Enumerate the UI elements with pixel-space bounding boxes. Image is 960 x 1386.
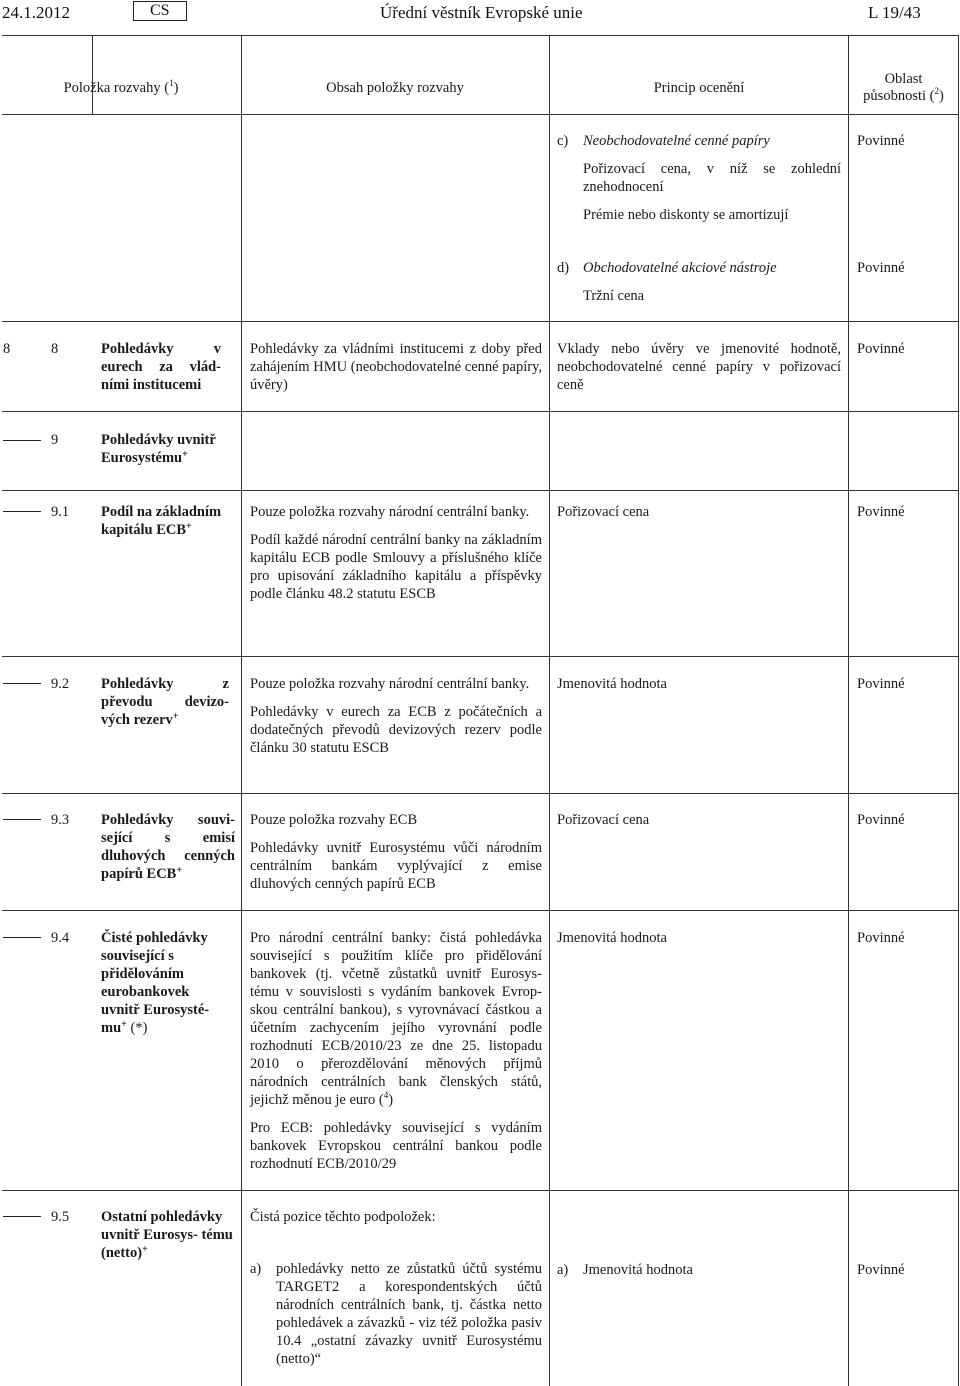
row-9-1-content: Pouze položka rozvahy národní centrální banky. Podíl každé národní centrální banky na základním kapitálu ECB podle Smlouvy a příslušného klíče pro upisování základního kapitálu a příspěvky podle článku 48.2 statutu ESCB: [250, 504, 542, 602]
row-9-5-content: Čistá pozice těchto podpoložek: a) pohledávky netto ze zůstatků účtů systému TARGET2 a korespondentských účtů národních centrálních bank, tj. částka netto pohledávek a závazků - viz též položka pasiv 10.4 „ostatní závazky uvnitř Eurosystému (netto)“: [250, 1209, 542, 1367]
row-9-4-number: 9.4: [51, 930, 70, 946]
row-9-3-title: Pohledávky souvi- sející s emisí dluhových cenných papírů ECB+: [101, 812, 235, 882]
row-9-3-scope: Povinné: [857, 812, 905, 828]
language-badge: CS: [133, 1, 187, 21]
row-9-4-title: Čisté pohledávky související s přidělováním eurobankovek uvnitř Eurosysté- mu+ (*): [101, 930, 210, 1036]
row-8-title: Pohledávky v eurech za vlád- ními institucemi: [101, 341, 221, 393]
row-9-3-dash: [3, 819, 41, 820]
row-9-number: 9: [51, 432, 59, 448]
page-number: L 19/43: [868, 3, 921, 22]
row-d-label: d): [557, 260, 570, 276]
row-9-2-valuation: Jmenovitá hodnota: [557, 676, 667, 692]
row-9-dash: [3, 440, 41, 441]
row-9-1-scope: Povinné: [857, 504, 905, 520]
row-9-2-dash: [3, 683, 41, 684]
row-d-scope: Povinné: [857, 260, 905, 276]
journal-title: Úřední věstník Evropské unie: [380, 3, 583, 22]
row-9-3-content: Pouze položka rozvahy ECB Pohledávky uvnitř Eurosystému vůči národním centrálním bankám vyplývající z emise dluhových cenných papírů ECB: [250, 812, 542, 892]
header-date: 24.1.2012: [2, 3, 70, 22]
row-9-3-valuation: Pořizovací cena: [557, 812, 650, 828]
row-8-number-a: 8: [3, 341, 11, 357]
row-9-1-title: Podíl na základním kapitálu ECB+: [101, 504, 222, 538]
col-header-valuation: Princip ocenění: [653, 80, 745, 96]
row-9-2-title: Pohledávky z převodu devizo- vých rezerv+: [101, 676, 229, 728]
row-9-4-valuation: Jmenovitá hodnota: [557, 930, 667, 946]
row-8-valuation: Vklady nebo úvěry ve jmenovité hodnotě, neobchodovatelné cenné papíry v pořizovací ceně: [557, 341, 841, 393]
row-9-5-dash: [3, 1216, 41, 1217]
row-9-5-valuation: a) Jmenovitá hodnota: [557, 1262, 693, 1278]
row-9-4-scope: Povinné: [857, 930, 905, 946]
col-header-content: Obsah položky rozvahy: [326, 80, 464, 96]
row-d-valuation: Obchodovatelné akciové nástroje Tržní cena: [583, 260, 777, 304]
row-9-title: Pohledávky uvnitř Eurosystému+: [101, 432, 216, 466]
row-9-5-number: 9.5: [51, 1209, 70, 1225]
col-header-scope: Oblast působnosti ($^2$): [863, 71, 944, 104]
col-header-item: Položka rozvahy ($^1$): [63, 78, 179, 96]
row-9-1-valuation: Pořizovací cena: [557, 504, 650, 520]
row-9-4-content: Pro národní centrální banky: čistá pohledávka související s použitím klíče pro přidělování bankovek (tj. včetně zůstatků uvnitř Eurosys- tému v souvislosti s vydáním bankovek Evrop- skou centrální bankou), s vyrovnávací částkou a účetním zachycením jejího vyrovnání podle rozhodnutí ECB/2010/23 ze dne 25. listopadu 2010 o přerozdělování měnových příjmů národních centrálních bank členských států, jejichž měnou je euro ($^4$) Pro ECB: pohledávky související s vydáním bankovek Evropskou centrální bankou podle rozhodnutí ECB/2010/29: [250, 930, 542, 1172]
row-9-3-number: 9.3: [51, 812, 70, 828]
row-8-scope: Povinné: [857, 341, 905, 357]
row-8-content: Pohledávky za vládními institucemi z doby před zahájením HMU (neobchodovatelné cenné papíry, úvěry): [250, 341, 542, 393]
row-9-2-scope: Povinné: [857, 676, 905, 692]
row-c-valuation: Neobchodovatelné cenné papíry Pořizovací cena, v níž se zohlední znehodnocení Prémie nebo diskonty se amortizují: [583, 133, 841, 223]
row-9-1-dash: [3, 511, 41, 512]
row-9-1-number: 9.1: [51, 504, 70, 520]
row-9-2-number: 9.2: [51, 676, 70, 692]
row-8-number-b: 8: [51, 341, 59, 357]
row-9-5-scope: Povinné: [857, 1262, 905, 1278]
row-9-2-content: Pouze položka rozvahy národní centrální banky. Pohledávky v eurech za ECB z počátečních a dodatečných převodů devizových rezerv podle článku 30 statutu ESCB: [250, 676, 542, 756]
row-9-4-dash: [3, 937, 41, 938]
row-9-5-title: Ostatní pohledávky uvnitř Eurosys- tému (netto)+: [101, 1209, 233, 1261]
row-c-label: c): [557, 133, 569, 149]
row-c-scope: Povinné: [857, 133, 905, 149]
